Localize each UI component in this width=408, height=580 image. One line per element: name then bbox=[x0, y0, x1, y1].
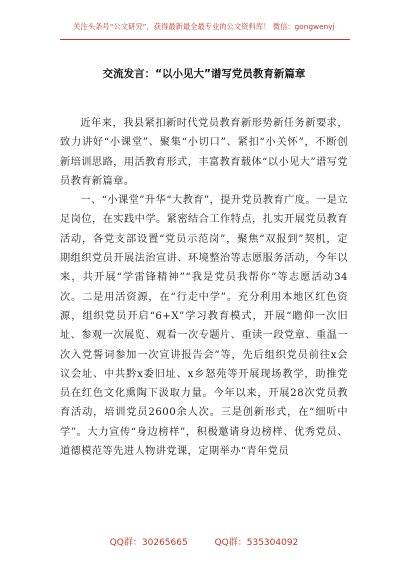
qq-group-label-2: QQ群：535304092 bbox=[214, 538, 299, 548]
header-divider bbox=[60, 39, 350, 40]
header-banner: 关注头条号“公文研究”，获得最新最全最专业的公文资料库！ 微信：gongwenyj bbox=[73, 22, 335, 31]
qq-group-label-1: QQ群：30265665 bbox=[109, 538, 188, 548]
paragraph: 近年来，我县紧扣新时代党员教育新形势新任务新要求，致力讲好“小课堂”、聚集“小切口”、紧扣“小关怀”，不断创新培训思路，用活教育形式，丰富教育载体“以小见大”谱写党员教育新篇章。 bbox=[60, 118, 348, 187]
document-body bbox=[60, 114, 348, 461]
paragraph: 一、“小课堂”升华“大教育”，提升党员教育广度。一是立足岗位，在实践中学。紧密结合工作特点，扎实开展党员教育活动，各党支部设置“党员示范岗”，聚焦“双报到”契机，定期组织党员开展法治宣讲、环境整治等志愿服务活动，今年以来，共开展“学雷锋精神”“我是党员我帮你”等志愿活动34次。二是用活资源，在“行走中学”。充分利用本地区红色资源，组织党员开启“6+X”学习教育模式，开展“瞻仰一次旧址、参观一次展览、观看一次专题片、重读一段党章、重温一次入党誓词参加一次宣讲报告会”等，先后组织党员前往x会议会址、中共黔x委旧址、x乡怒苑等开展现场教学，助推党员在红色文化熏陶下汲取力量。今年以来，开展28次党员教育活动，培训党员2600余人次。三是创新形式，在“细听中学”。大力宣传“身边榜样”，积极邀请身边榜样、优秀党员、道德模范等先进人物讲党课，定期举办“青年党员 bbox=[60, 195, 348, 458]
footer bbox=[0, 535, 408, 548]
document-title: 交流发言：“以小见大”谱写党员教育新篇章 bbox=[102, 68, 306, 80]
